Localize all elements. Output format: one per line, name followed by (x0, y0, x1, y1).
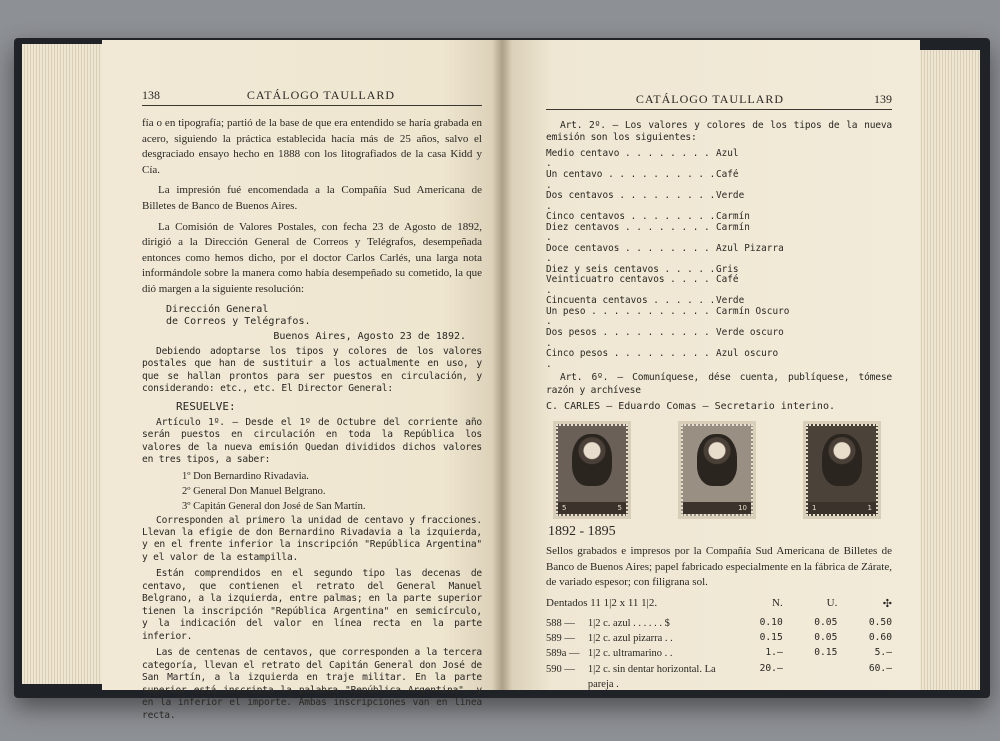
stamp-value-band (808, 502, 876, 514)
stamp-rivadavia (556, 424, 628, 516)
paragraph-6: Corresponden al primero la unidad de centavo y fracciones. Llevan la efigie de don Bernardino Rivadavia a la izquierda, y en el frente inferior la inscripción "República Argentina" y el valor de la estampilla. (142, 514, 482, 563)
stamp-value-right: 5 (617, 504, 622, 513)
color-row-name: Veinticuatro centavos . . . . . (546, 274, 710, 296)
color-row-value: Verde oscuro (716, 326, 784, 338)
color-row (546, 307, 892, 328)
color-row-name: Diez y seis centavos . . . . . (546, 263, 716, 275)
color-row-value: Azul Pizarra (716, 242, 784, 254)
stamp-value-right: 1 (867, 504, 872, 513)
issue-description: Sellos grabados e impresos por la Compañía Sud Americana de Billetes de Banco de Buenos Aires; papel fabricado especialmente en la fábrica de Zárate, de variado espesor; con filigrana sol. (546, 545, 892, 589)
price-col-used: U. (826, 596, 838, 609)
address-line-1: Dirección General (166, 303, 269, 315)
color-row-value: Azul (716, 147, 739, 159)
left-page (102, 40, 502, 721)
price-col-cover: ✣ (882, 597, 892, 610)
signature-line: C. CARLES — Eduardo Comas — Secretario interino. (546, 401, 835, 413)
stamp-description: 1|2 c. sin dentar horizontal. La pareja . (587, 663, 716, 690)
right-page (502, 40, 920, 690)
stamp-description: 1|2 c. azul pizarra . . (587, 633, 673, 645)
paragraph-2: La impresión fué encomendada a la Compañía Sud Americana de Billetes de Banco de Buenos Aires. (142, 184, 482, 213)
address-block (166, 304, 482, 329)
left-page-title: CATÁLOGO TAULLARD (246, 88, 396, 102)
stamps-row (556, 424, 878, 516)
color-row-value: Carmín Oscuro (716, 305, 790, 317)
price-new: 1.— (765, 647, 783, 659)
color-row-value: Carmín (716, 211, 750, 223)
left-page-header (142, 88, 482, 106)
right-page-number: 139 (874, 92, 892, 106)
color-row-value: Gris (716, 263, 739, 275)
stamp-value-left: 5 (562, 504, 567, 513)
stamp-portrait (822, 434, 862, 486)
stamp-value-band (683, 502, 751, 514)
address-line-2: de Correos y Telégrafos. (166, 316, 311, 328)
price-row (546, 616, 892, 631)
color-row-name: Un peso . . . . . . . . . . . . (546, 305, 710, 328)
left-page-number: 138 (142, 88, 160, 102)
stamp-value-right: 10 (738, 504, 747, 513)
color-row (546, 244, 892, 265)
stamp-value-band (558, 502, 626, 514)
price-cover: 5.— (874, 647, 892, 659)
price-cover: 0.50 (868, 616, 892, 628)
price-row (546, 646, 892, 661)
price-cover: 60.— (868, 662, 892, 674)
price-row (546, 662, 892, 692)
price-row (546, 631, 892, 646)
price-col-new: N. (772, 596, 783, 609)
price-used: 0.05 (814, 616, 838, 628)
catalog-number: 589 — (546, 633, 575, 645)
stamp-description: 1|2 c. azul . . . . . . $ (587, 617, 670, 629)
paragraph-3: La Comisión de Valores Postales, con fecha 23 de Agosto de 1892, dirigió a la Dirección General de Correos y Telégrafos, desempeñada entonces como hemos dicho, por el doctor Carlos Carlés, una larga nota informándole sobre la manera como había desempeñado su cometido, la que dió margen a la siguiente resolución: (142, 220, 482, 296)
book-gutter (492, 40, 512, 690)
stamp-portrait (697, 434, 737, 486)
perforation-label: Dentados 11 1|2 x 11 1|2. (546, 596, 658, 609)
color-row (546, 349, 892, 370)
color-row-name: Diez centavos . . . . . . . . . (546, 221, 710, 244)
price-used: 0.15 (814, 647, 838, 659)
date-line: Buenos Aires, Agosto 23 de 1892. (273, 330, 466, 342)
stamp-value-left: 1 (812, 504, 817, 513)
color-row-value: Carmín (716, 221, 750, 233)
color-row-value: Verde (716, 190, 745, 202)
color-row-name: Cincuenta centavos . . . . . . (546, 295, 716, 307)
resuelve-heading: RESUELVE: (176, 399, 236, 413)
color-row-value: Café (716, 274, 739, 286)
price-cover: 0.60 (868, 632, 892, 644)
color-row-name: Cinco pesos . . . . . . . . . . (546, 348, 710, 370)
paragraph-4: Debiendo adoptarse los tipos y colores de los valores postales que han de sustituir a los actualmente en uso, y que se hallan prontos para ser puestos en circulación, y considerando: etc., etc. El Director General: (142, 345, 482, 395)
right-page-header (546, 92, 892, 110)
color-row (546, 149, 892, 170)
color-row-name: Medio centavo . . . . . . . . . (546, 147, 710, 170)
stamp-description: 1|2 c. ultramarino . . (587, 648, 673, 660)
catalog-number: 589a — (546, 648, 580, 660)
paragraph-7: Están comprendidos en el segundo tipo las decenas de centavo, que contienen el retrato del General Manuel Belgrano, a la izquierda, entre palmas; en la parte superior tienen la inscripción "República Argentina" en semicírculo, y la indicación del valor en línea recta en la parte inferior. (142, 568, 482, 642)
color-row-value: Café (716, 169, 739, 180)
color-row (546, 191, 892, 212)
price-new: 20.— (759, 662, 783, 674)
list-item: 2º General Don Manuel Belgrano. (182, 486, 326, 498)
list-item: 3º Capitán General don José de San Martín. (182, 500, 366, 512)
catalog-number: 590 — (546, 663, 575, 675)
price-new: 0.10 (759, 616, 783, 628)
paragraph-8: Las de centenas de centavos, que corresponden a la tercera categoría, llevan el retrato del Capitán General don José de San Martín, a la izquierda en traje militar. En la parte superior está inscripta la palabra "República Argentina", y en la inferior el importe. Ambas inscripciones van en línea recta. (142, 647, 482, 721)
color-row (546, 170, 892, 191)
issue-years: 1892 - 1895 (548, 524, 616, 540)
color-row-value: Azul oscuro (716, 348, 779, 360)
color-row (546, 223, 892, 244)
paragraph-1: fía o en tipografía; partió de la base de que era entendido se haría grabada en acero, siguiendo la práctica establecida hacía más de 25 años, salvo el desgraciado ensayo hecho en 1888 con los litografiados de la casa Kidd y Cía. (142, 117, 482, 176)
color-row-name: Dos pesos . . . . . . . . . . . (546, 326, 710, 349)
article-1: Artículo 1º. — Desde el 1º de Octubre del corriente año serán puestos en circulación en toda la República los valores de la nueva emisión Quedan divididos dichos valores en tres tipos, a saber: (142, 416, 482, 465)
color-row-value: Verde (716, 295, 745, 307)
color-row (546, 275, 892, 296)
article-6: Art. 6º. — Comuníquese, dése cuenta, publíquese, tómese razón y archívese (546, 372, 892, 396)
list-item: 1º Don Bernardino Rivadavia. (182, 471, 309, 483)
colors-table (546, 149, 892, 370)
price-used: 0.05 (814, 632, 838, 644)
stamp-san-martin (806, 424, 878, 516)
catalog-number: 588 — (546, 617, 575, 629)
price-used (783, 662, 838, 692)
color-row-name: Un centavo . . . . . . . . . . . (546, 169, 716, 191)
right-page-title: CATÁLOGO TAULLARD (635, 92, 785, 106)
color-row-name: Dos centavos . . . . . . . . . . (546, 190, 716, 212)
stamp-portrait (572, 434, 612, 486)
article-2: Art. 2º. — Los valores y colores de los tipos de la nueva emisión son los siguientes: (546, 120, 892, 144)
price-header (546, 597, 892, 610)
stamp-belgrano (681, 424, 753, 516)
price-new: 0.15 (759, 632, 783, 644)
color-row-name: Cinco centavos . . . . . . . . (546, 211, 716, 223)
color-row-name: Doce centavos . . . . . . . . . (546, 242, 710, 265)
color-row (546, 328, 892, 349)
